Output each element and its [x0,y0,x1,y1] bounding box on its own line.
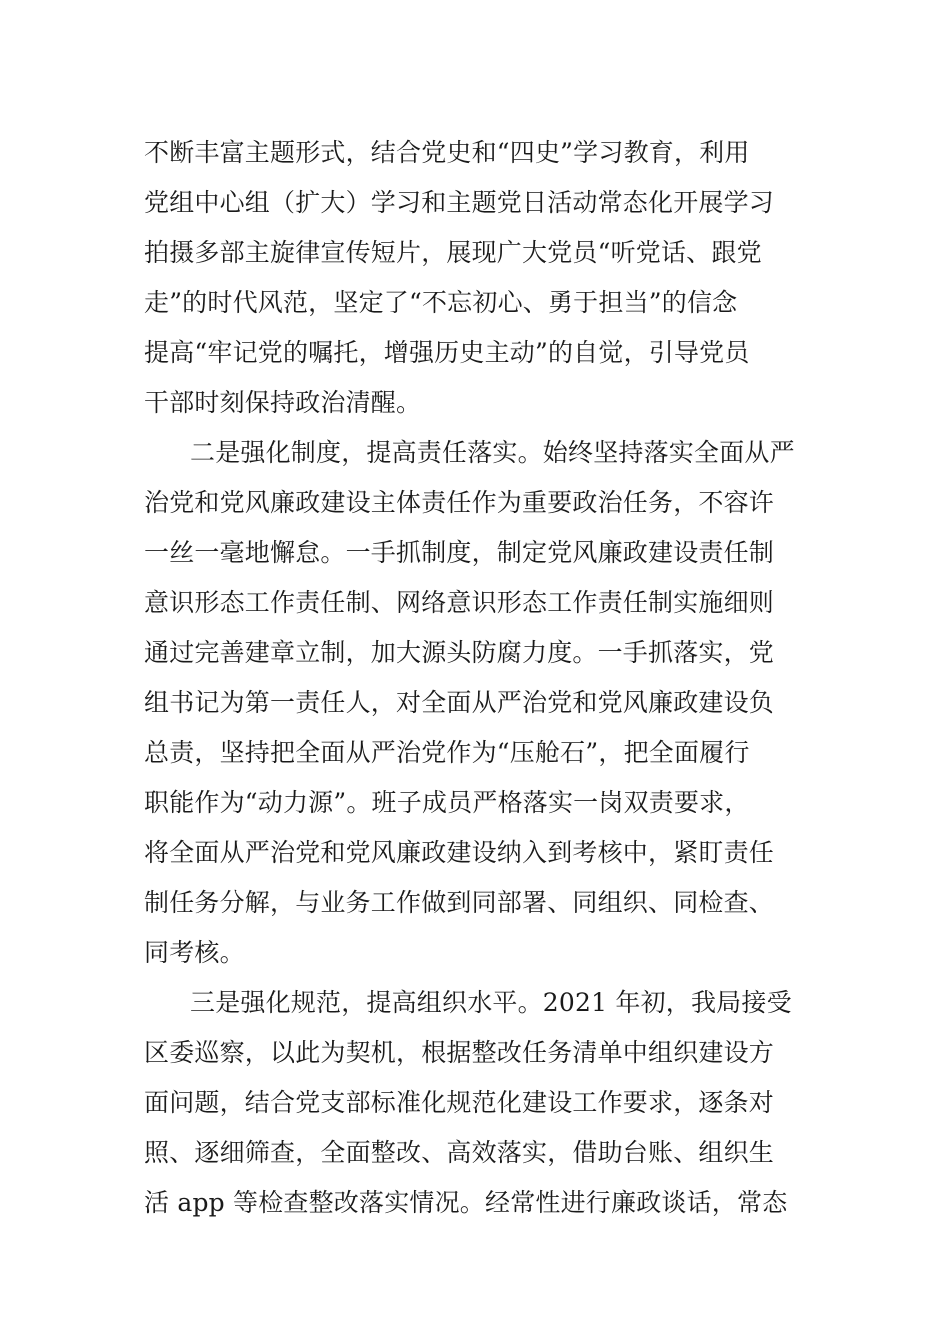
text-line: 拍摄多部主旋律宣传短片，展现广大党员“听党话、跟党 [144,238,762,267]
text-line: 治党和党风廉政建设主体责任作为重要政治任务，不容许 [144,488,775,517]
text-line: 意识形态工作责任制、网络意识形态工作责任制实施细则 [144,588,775,617]
text-line: 将全面从严治党和党风廉政建设纳入到考核中，紧盯责任 [144,838,775,867]
body-text [144,128,814,1228]
text-line: 不断丰富主题形式，结合党史和“四史”学习教育，利用 [144,138,750,167]
text-line: 干部时刻保持政治清醒。 [144,388,422,417]
text-line: 区委巡察，以此为契机，根据整改任务清单中组织建设方 [144,1038,775,1067]
text-line: 制任务分解，与业务工作做到同部署、同组织、同检查、 [144,888,775,917]
text-line: 同考核。 [144,938,245,967]
text-line: 职能作为“动力源”。班子成员严格落实一岗双责要求， [144,788,750,817]
text-line: 面问题，结合党支部标准化规范化建设工作要求，逐条对 [144,1088,775,1117]
text-line: 组书记为第一责任人，对全面从严治党和党风廉政建设负 [144,688,775,717]
text-line: 照、逐细筛查，全面整改、高效落实，借助台账、组织生 [144,1138,775,1167]
text-line: 走”的时代风范，坚定了“不忘初心、勇于担当”的信念 [144,288,738,317]
paragraph-start-line: 三是强化规范，提高组织水平。2021 年初，我局接受 [190,988,792,1017]
text-line: 提高“牢记党的嘱托，增强历史主动”的自觉，引导党员 [144,338,750,367]
text-line: 党组中心组（扩大）学习和主题党日活动常态化开展学习 [144,188,775,217]
text-line: 活 app 等检查整改落实情况。经常性进行廉政谈话，常态 [144,1188,788,1217]
paragraph-start-line: 二是强化制度，提高责任落实。始终坚持落实全面从严 [190,438,795,467]
text-line: 一丝一毫地懈怠。一手抓制度，制定党风廉政建设责任制 [144,538,775,567]
text-line: 通过完善建章立制，加大源头防腐力度。一手抓落实，党 [144,638,775,667]
text-line: 总责，坚持把全面从严治党作为“压舱石”，把全面履行 [144,738,750,767]
